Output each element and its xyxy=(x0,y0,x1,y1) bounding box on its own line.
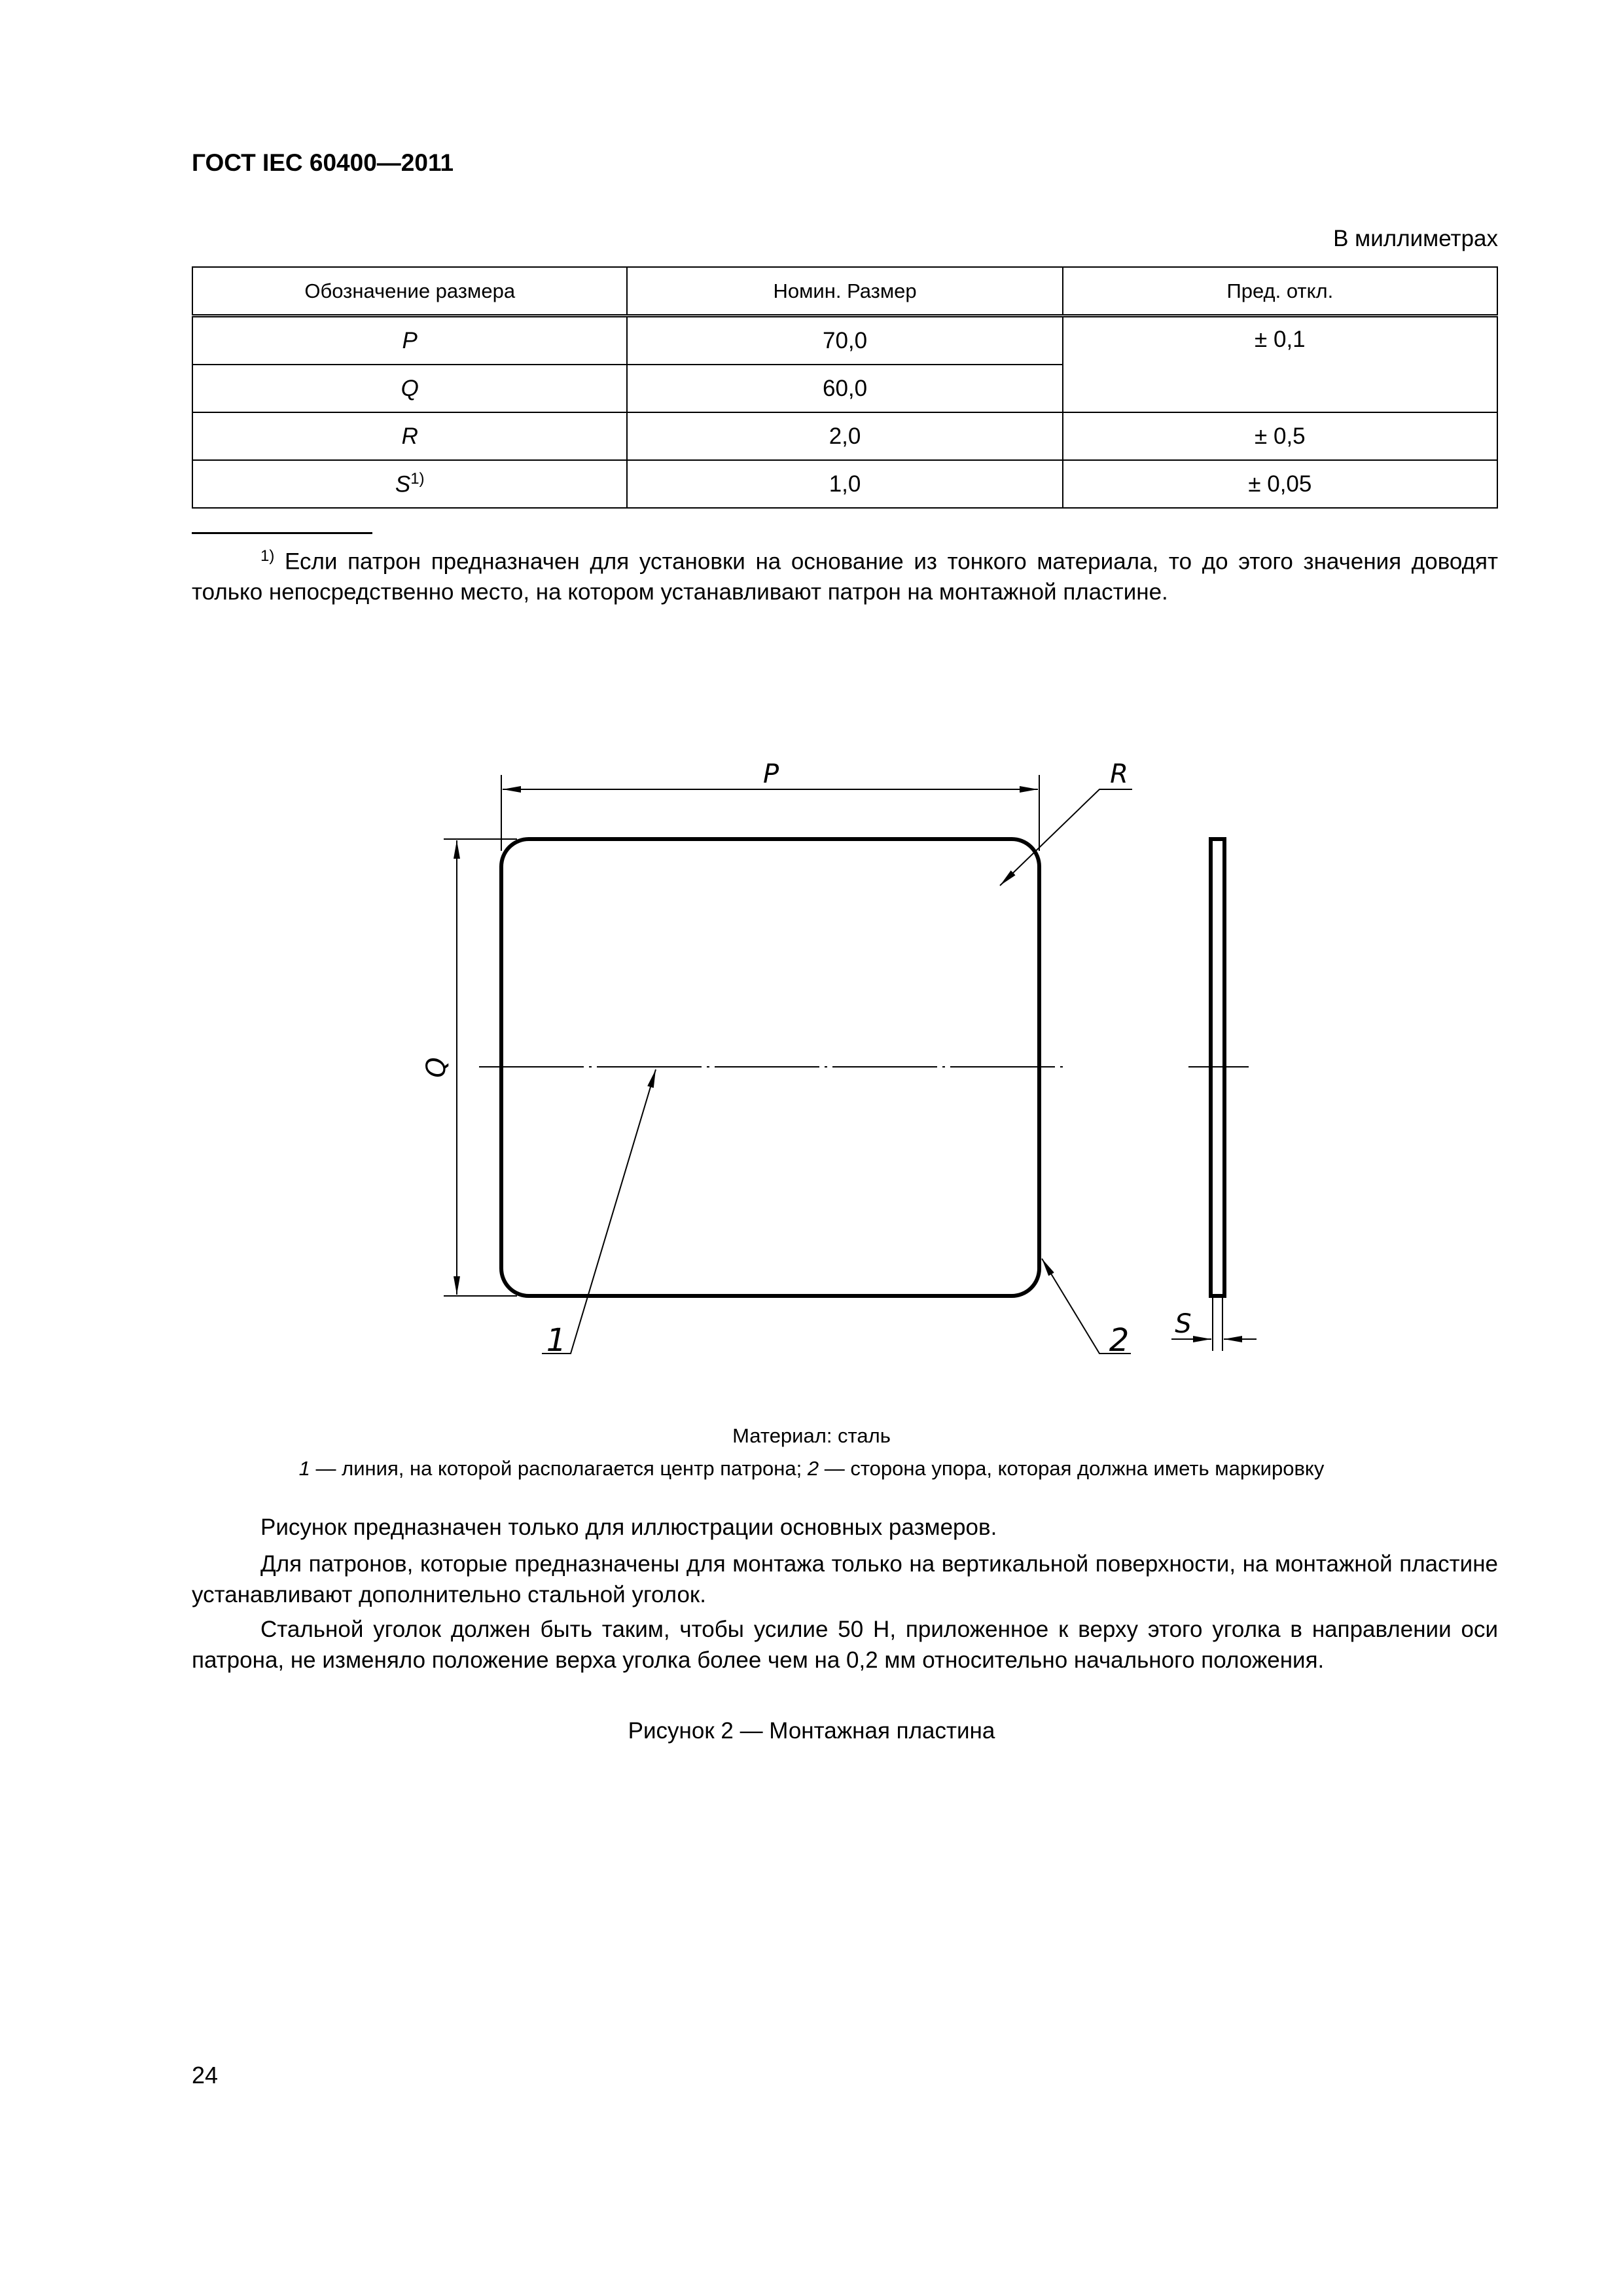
column-header: Номин. Размер xyxy=(627,267,1062,316)
nominal-cell: 1,0 xyxy=(627,460,1062,508)
dimensions-table xyxy=(192,266,1498,509)
tolerance-cell: ± 0,1 xyxy=(1063,316,1497,413)
document-header: ГОСТ IEC 60400—2011 xyxy=(192,149,454,176)
body-paragraph: Рисунок предназначен только для иллюстрации основных размеров. xyxy=(260,1515,997,1540)
label-p: P xyxy=(762,759,779,789)
symbol-letter: S xyxy=(395,471,411,497)
table-row xyxy=(192,412,1497,460)
nominal-cell: 70,0 xyxy=(627,316,1062,365)
label-s: S xyxy=(1175,1309,1192,1339)
table-header-row xyxy=(192,267,1497,316)
nominal-cell: 2,0 xyxy=(627,412,1062,460)
page-number: 24 xyxy=(192,2062,219,2089)
column-header: Пред. откл. xyxy=(1063,267,1497,316)
table-row xyxy=(192,460,1497,508)
leader-r xyxy=(1000,789,1132,886)
table-row xyxy=(192,316,1497,365)
footnote-ref: 1) xyxy=(410,470,425,488)
symbol-cell: P xyxy=(192,316,627,365)
nominal-cell: 60,0 xyxy=(627,365,1062,412)
footnote xyxy=(192,541,1498,607)
figure-legend xyxy=(0,1457,1623,1480)
legend-text: — сторона упора, которая должна иметь маркировку xyxy=(819,1457,1325,1480)
figure-caption: Рисунок 2 — Монтажная пластина xyxy=(628,1718,995,1744)
legend-number: 2 xyxy=(807,1457,819,1480)
units-note: В миллиметрах xyxy=(1333,226,1498,251)
leader-1 xyxy=(542,1069,656,1354)
footnote-separator xyxy=(192,532,372,534)
body-paragraph: Для патронов, которые предназначены для монтажа только на вертикальной поверхности, на монтажной пластине устанавливают дополнительно стальной уголок. xyxy=(192,1551,1498,1607)
footnote-marker: 1) xyxy=(260,547,275,565)
tolerance-cell: ± 0,5 xyxy=(1063,412,1497,460)
tolerance-cell: ± 0,05 xyxy=(1063,460,1497,508)
symbol-cell: R xyxy=(192,412,627,460)
symbol-cell: Q xyxy=(192,365,627,412)
material-note: Материал: сталь xyxy=(732,1424,891,1447)
column-header: Обозначение размера xyxy=(192,267,627,316)
footnote-text: Если патрон предназначен для установки на основание из тонкого материала, то до этого значения доводят только непосредственно место, на котором устанавливают патрон на монтажной пластине. xyxy=(192,548,1499,605)
legend-number: 1 xyxy=(298,1457,310,1480)
mounting-plate-drawing xyxy=(0,720,1623,1414)
label-q: Q xyxy=(421,1057,452,1078)
body-paragraph: Стальной уголок должен быть таким, чтобы усилие 50 Н, приложенное к верху этого уголка в направлении оси патрона, не изменяло положение верха уголка более чем на 0,2 мм относительно начального положения. xyxy=(192,1617,1498,1673)
label-2: 2 xyxy=(1109,1322,1130,1359)
label-1: 1 xyxy=(546,1322,567,1359)
label-r: R xyxy=(1110,759,1128,789)
symbol-cell xyxy=(192,460,627,508)
legend-text: — линия, на которой располагается центр патрона; xyxy=(310,1457,808,1480)
